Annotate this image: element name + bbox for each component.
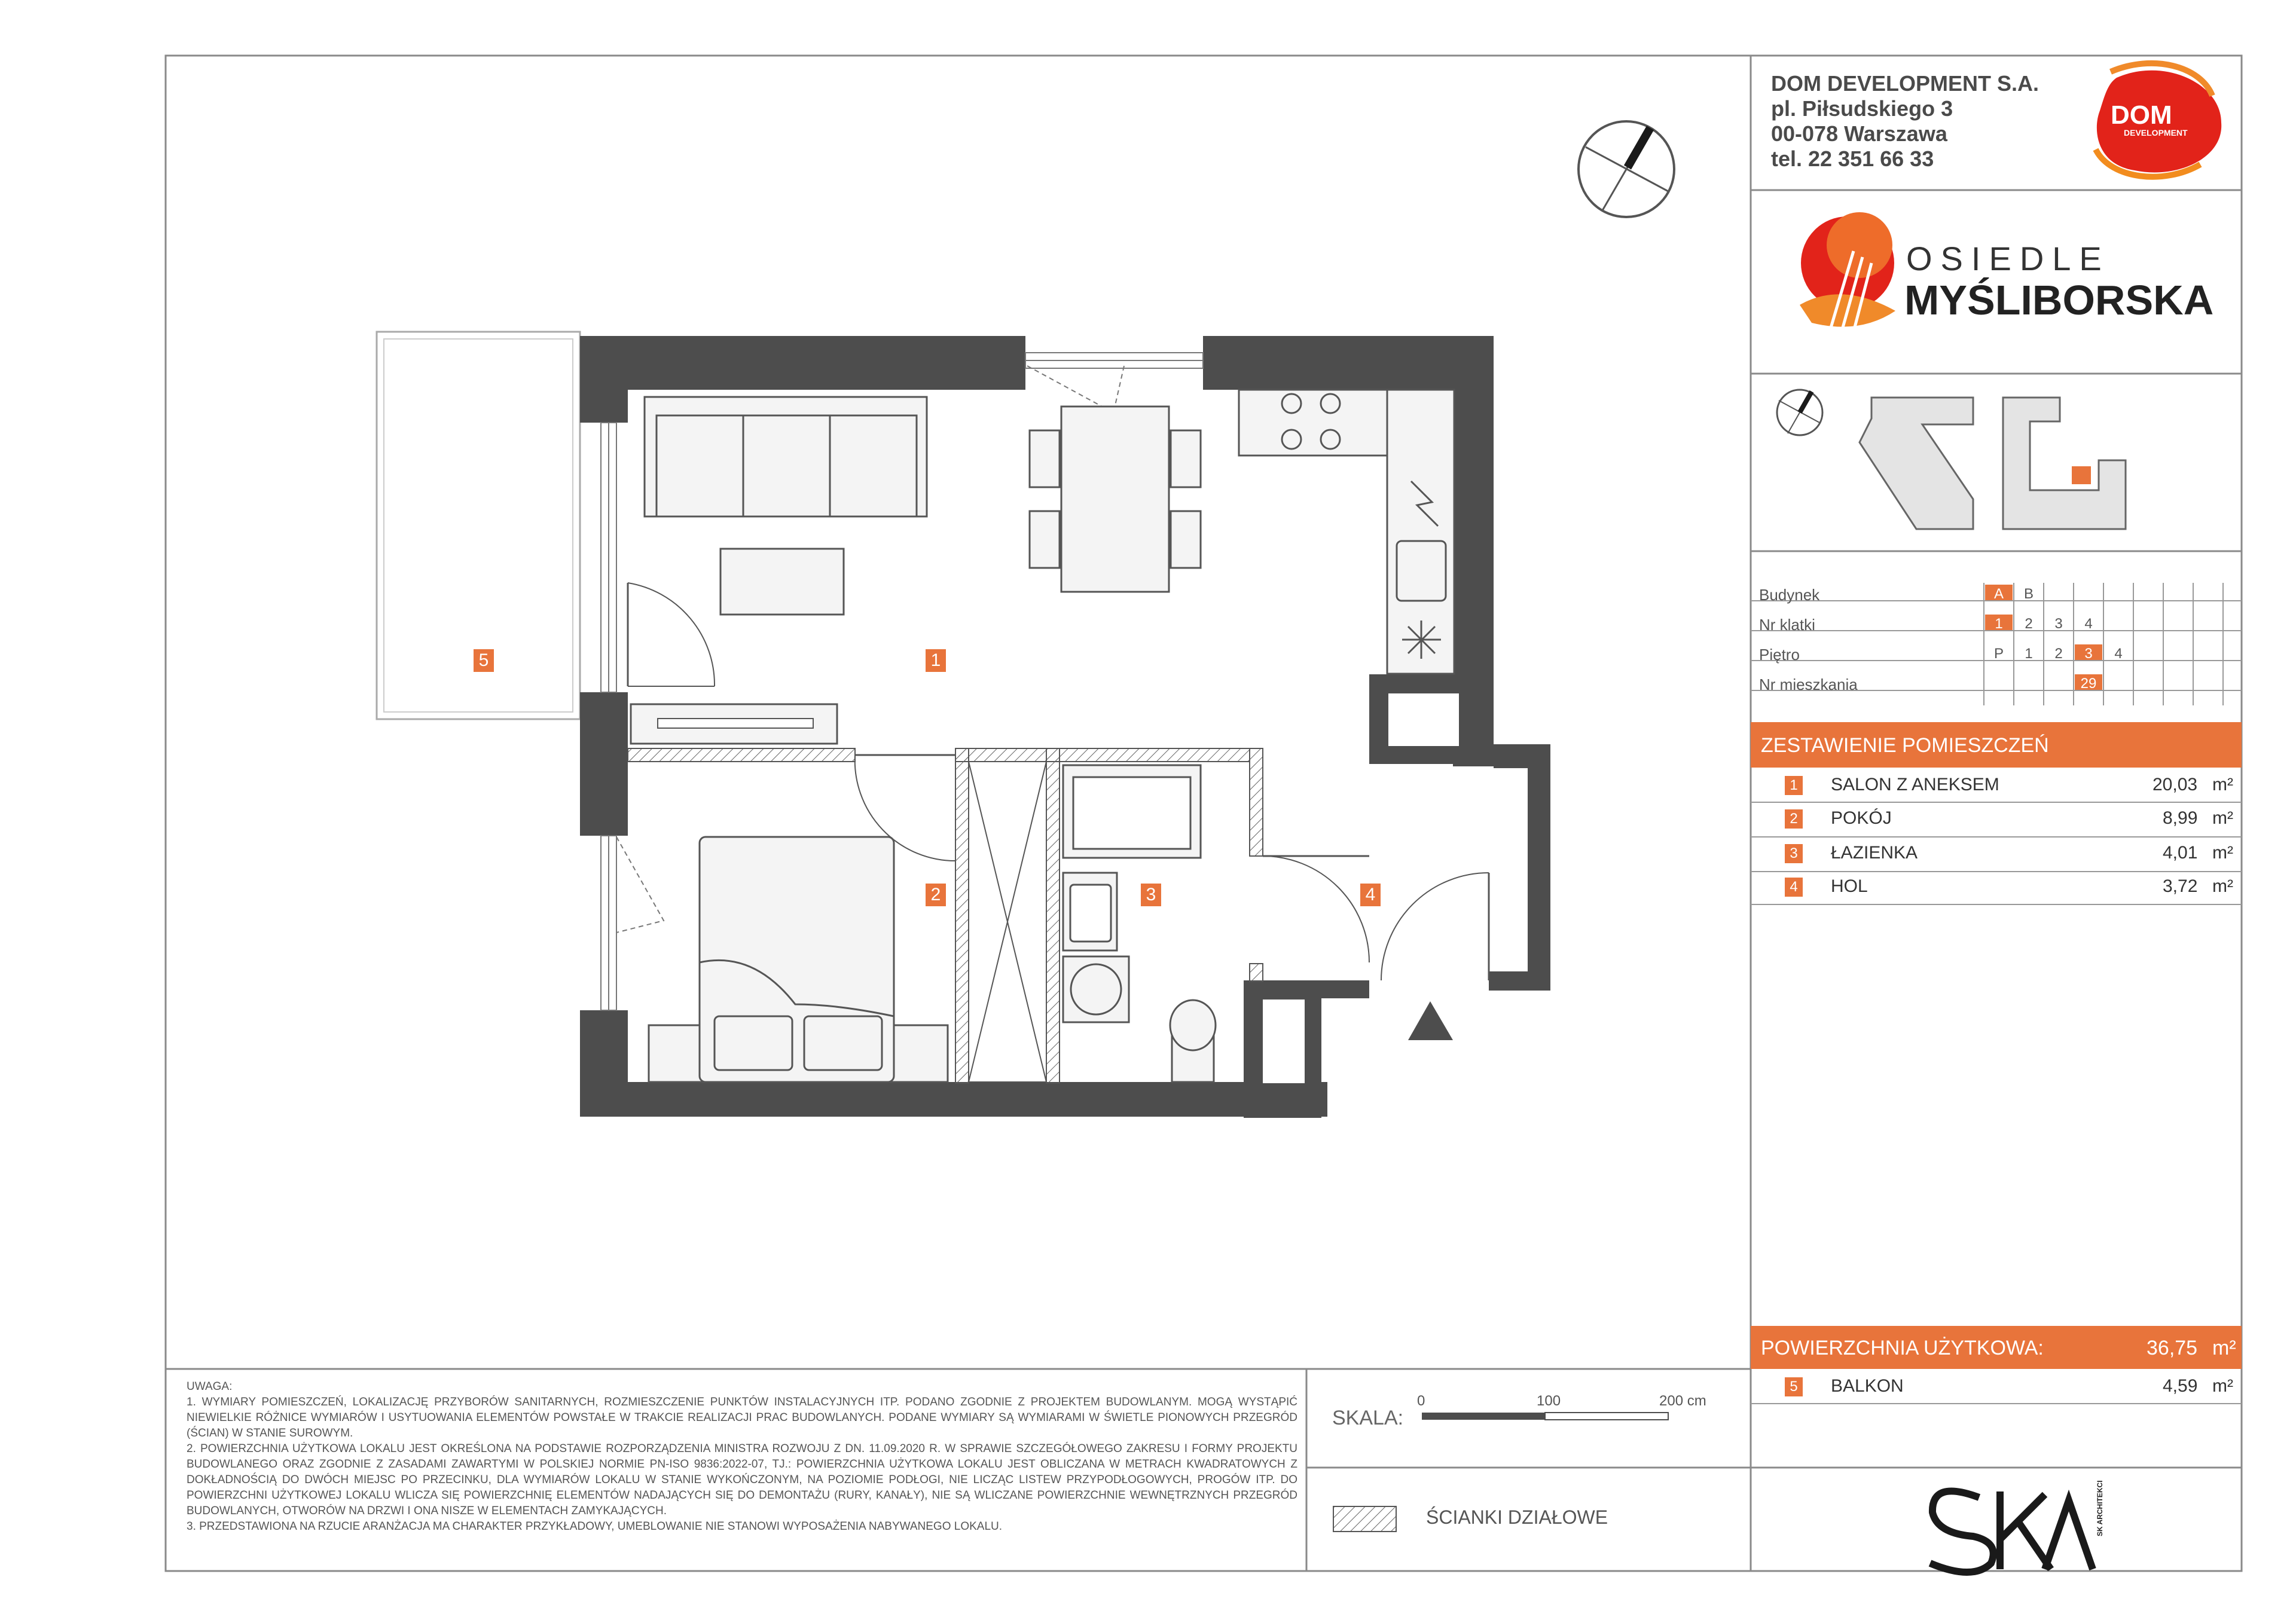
bathroom-fixtures [1063, 765, 1216, 1082]
rooms-header: ZESTAWIENIE POMIESZCZEŃ [1761, 734, 2049, 757]
mini-compass-icon [1777, 390, 1822, 435]
note-1: 1. WYMIARY POMIESZCZEŃ, LOKALIZACJĘ PRZYBORÓW SANITARNYCH, ROZMIESZCZENIE PUNKTÓW INSTALACYJNYCH ITP. PODANO ZGODNIE Z PROJEKTEM BUDOWLANYM. MOGĄ WYSTĄPIĆ NIEWIELKIE RÓŻNICE WYMIARÓW I USYTUOWANIA ELEMENTÓW POWSTAŁE W TRAKCIE REALIZACJI PRAC BUDOWLANYCH. PODANE WYMIARY SĄ WYMIARAMI W ŚWIETLE PIONOWYCH PRZEGRÓD (ŚCIAN) W STANIE SUROWYM. [187, 1396, 1297, 1439]
usable-area-value: 36,75 [2147, 1337, 2198, 1359]
company-address-2: 00-078 Warszawa [1771, 121, 1947, 146]
kitchen [1239, 390, 1454, 674]
ska-subtitle: SK ARCHITEKCI [2096, 1480, 2104, 1536]
plan-label-2: 2 [926, 884, 946, 906]
notes-title: UWAGA: [187, 1380, 233, 1393]
note-3: 3. PRZEDSTAWIONA NA RZUCIE ARANŻACJA MA CHARAKTER PRZYKŁADOWY, UMEBLOWANIE NIE STANOWI WYPOSAŻENIA NABYWANEGO LOKALU. [187, 1520, 1003, 1533]
room-name-4: HOL [1831, 876, 1868, 896]
room-name-1: SALON Z ANEKSEM [1831, 775, 1999, 794]
notes-block [187, 1379, 1297, 1535]
cell-pietro-1: 1 [2025, 646, 2033, 662]
scale-bar [1422, 1413, 1668, 1420]
cell-pietro-3: 3 [2084, 646, 2093, 662]
cell-mieszkanie-29: 29 [2080, 676, 2097, 692]
plan-label-4: 4 [1360, 884, 1381, 906]
plan-label-5: 5 [474, 649, 494, 672]
room-area-4: 3,72 [2163, 876, 2198, 896]
dining-set [1030, 406, 1201, 592]
room-no-3: 3 [1785, 844, 1803, 863]
plan-label-1: 1 [926, 649, 946, 672]
scale-label: SKALA: [1332, 1407, 1404, 1429]
room-unit-1: m² [2212, 775, 2233, 794]
cell-klatka-3: 3 [2054, 616, 2063, 632]
legend-label: ŚCIANKI DZIAŁOWE [1426, 1506, 1608, 1528]
cell-budynek-b: B [2023, 586, 2034, 602]
ska-architects-logo [1930, 1491, 2093, 1572]
balcony-no: 5 [1785, 1377, 1803, 1396]
room-area-3: 4,01 [2163, 843, 2198, 863]
company-name: DOM DEVELOPMENT S.A. [1771, 71, 2039, 96]
room-name-3: ŁAZIENKA [1831, 843, 1918, 863]
project-name-line1: OSIEDLE [1906, 240, 2110, 277]
compass-icon [1578, 121, 1674, 217]
room-no-1: 1 [1785, 776, 1803, 795]
company-phone: tel. 22 351 66 33 [1771, 146, 1934, 171]
note-2: 2. POWIERZCHNIA UŻYTKOWA LOKALU JEST OKREŚLONA NA PODSTAWIE ROZPORZĄDZENIA MINISTRA ROZWOJU Z DN. 11.09.2020 R. W SPRAWIE SZCZEGÓŁOWEGO ZAKRESU I FORMY PROJEKTU BUDOWLANEGO ORAZ ZGODNIE Z ZASADAMI ZAWARTYMI W POLSKIEJ NORMIE PN-ISO 9836:2022-07, TJ.: POWIERZCHNIA UŻYTKOWA LOKALU JEST OBLICZANA W METRACH KWADRATOWYCH Z DOKŁADNOŚCIĄ DO DWÓCH MIEJSC PO PRZECINKU, DLA WYMIARÓW LOKALU W STANIE WYKOŃCZONYM, NA POZIOMIE PODŁOGI, NIE LICZĄC LISTEW PRZYPODŁOGOWYCH, PROGÓW ITP. DO POWIERZCHNI UŻYTKOWEJ LOKALU WLICZA SIĘ POWIERZCHNIĘ ELEMENTÓW NADAJĄCYCH SIĘ DO DEMONTAŻU (RURY, KANAŁY), NIE SĄ WLICZANE POWIERZCHNIE WEWNĘTRZNYCH PRZEGRÓD BUDOWLANYCH, OTWORÓW NA DRZWI I ONA NISZE W ELEMENTACH ZAMYKAJĄCYCH. [187, 1442, 1297, 1517]
room-unit-2: m² [2212, 808, 2233, 828]
location-label-mieszkanie: Nr mieszkania [1759, 676, 1858, 693]
site-key-plan [1860, 398, 2126, 529]
location-label-pietro: Piętro [1759, 646, 1800, 664]
company-address-1: pl. Piłsudskiego 3 [1771, 96, 1953, 121]
logo-text-development: DEVELOPMENT [2124, 128, 2188, 137]
balcony-name: BALKON [1831, 1376, 1904, 1396]
room-area-1: 20,03 [2152, 775, 2198, 794]
cell-pietro-4: 4 [2114, 646, 2123, 662]
location-label-klatka: Nr klatki [1759, 616, 1815, 634]
floor-plan [377, 332, 1550, 1118]
cell-klatka-1: 1 [1995, 616, 2003, 632]
ska-text [2030, 1539, 2031, 1540]
room-no-4: 4 [1785, 878, 1803, 897]
osiedle-logo-icon [1800, 212, 1895, 332]
logo-text-dom: DOM [2111, 100, 2172, 130]
location-label-budynek: Budynek [1759, 586, 1820, 604]
cell-budynek-a: A [1993, 586, 2004, 602]
cell-pietro-p: P [1993, 646, 2004, 662]
entrance-marker-icon [1408, 1001, 1453, 1040]
plan-label-3: 3 [1141, 884, 1161, 906]
cell-klatka-2: 2 [2025, 616, 2033, 632]
coffee-table [720, 549, 844, 615]
usable-area-label: POWIERZCHNIA UŻYTKOWA: [1761, 1337, 2044, 1359]
room-unit-4: m² [2212, 876, 2233, 896]
scale-tick-200: 200 cm [1659, 1393, 1706, 1409]
scale-tick-100: 100 [1537, 1393, 1561, 1409]
sofa [645, 397, 927, 516]
scale-tick-0: 0 [1417, 1393, 1425, 1409]
room-name-2: POKÓJ [1831, 808, 1892, 828]
cell-pietro-2: 2 [2054, 646, 2063, 662]
project-name-line2: MYŚLIBORSKA [1904, 277, 2214, 323]
room-no-2: 2 [1785, 809, 1803, 829]
room-area-2: 8,99 [2163, 808, 2198, 828]
legend-hatch-swatch [1333, 1506, 1396, 1532]
bed [649, 837, 948, 1082]
balcony-unit: m² [2212, 1376, 2233, 1396]
cell-klatka-4: 4 [2084, 616, 2093, 632]
balcony-area: 4,59 [2163, 1376, 2198, 1396]
usable-area-unit: m² [2212, 1337, 2236, 1359]
room-unit-3: m² [2212, 843, 2233, 863]
